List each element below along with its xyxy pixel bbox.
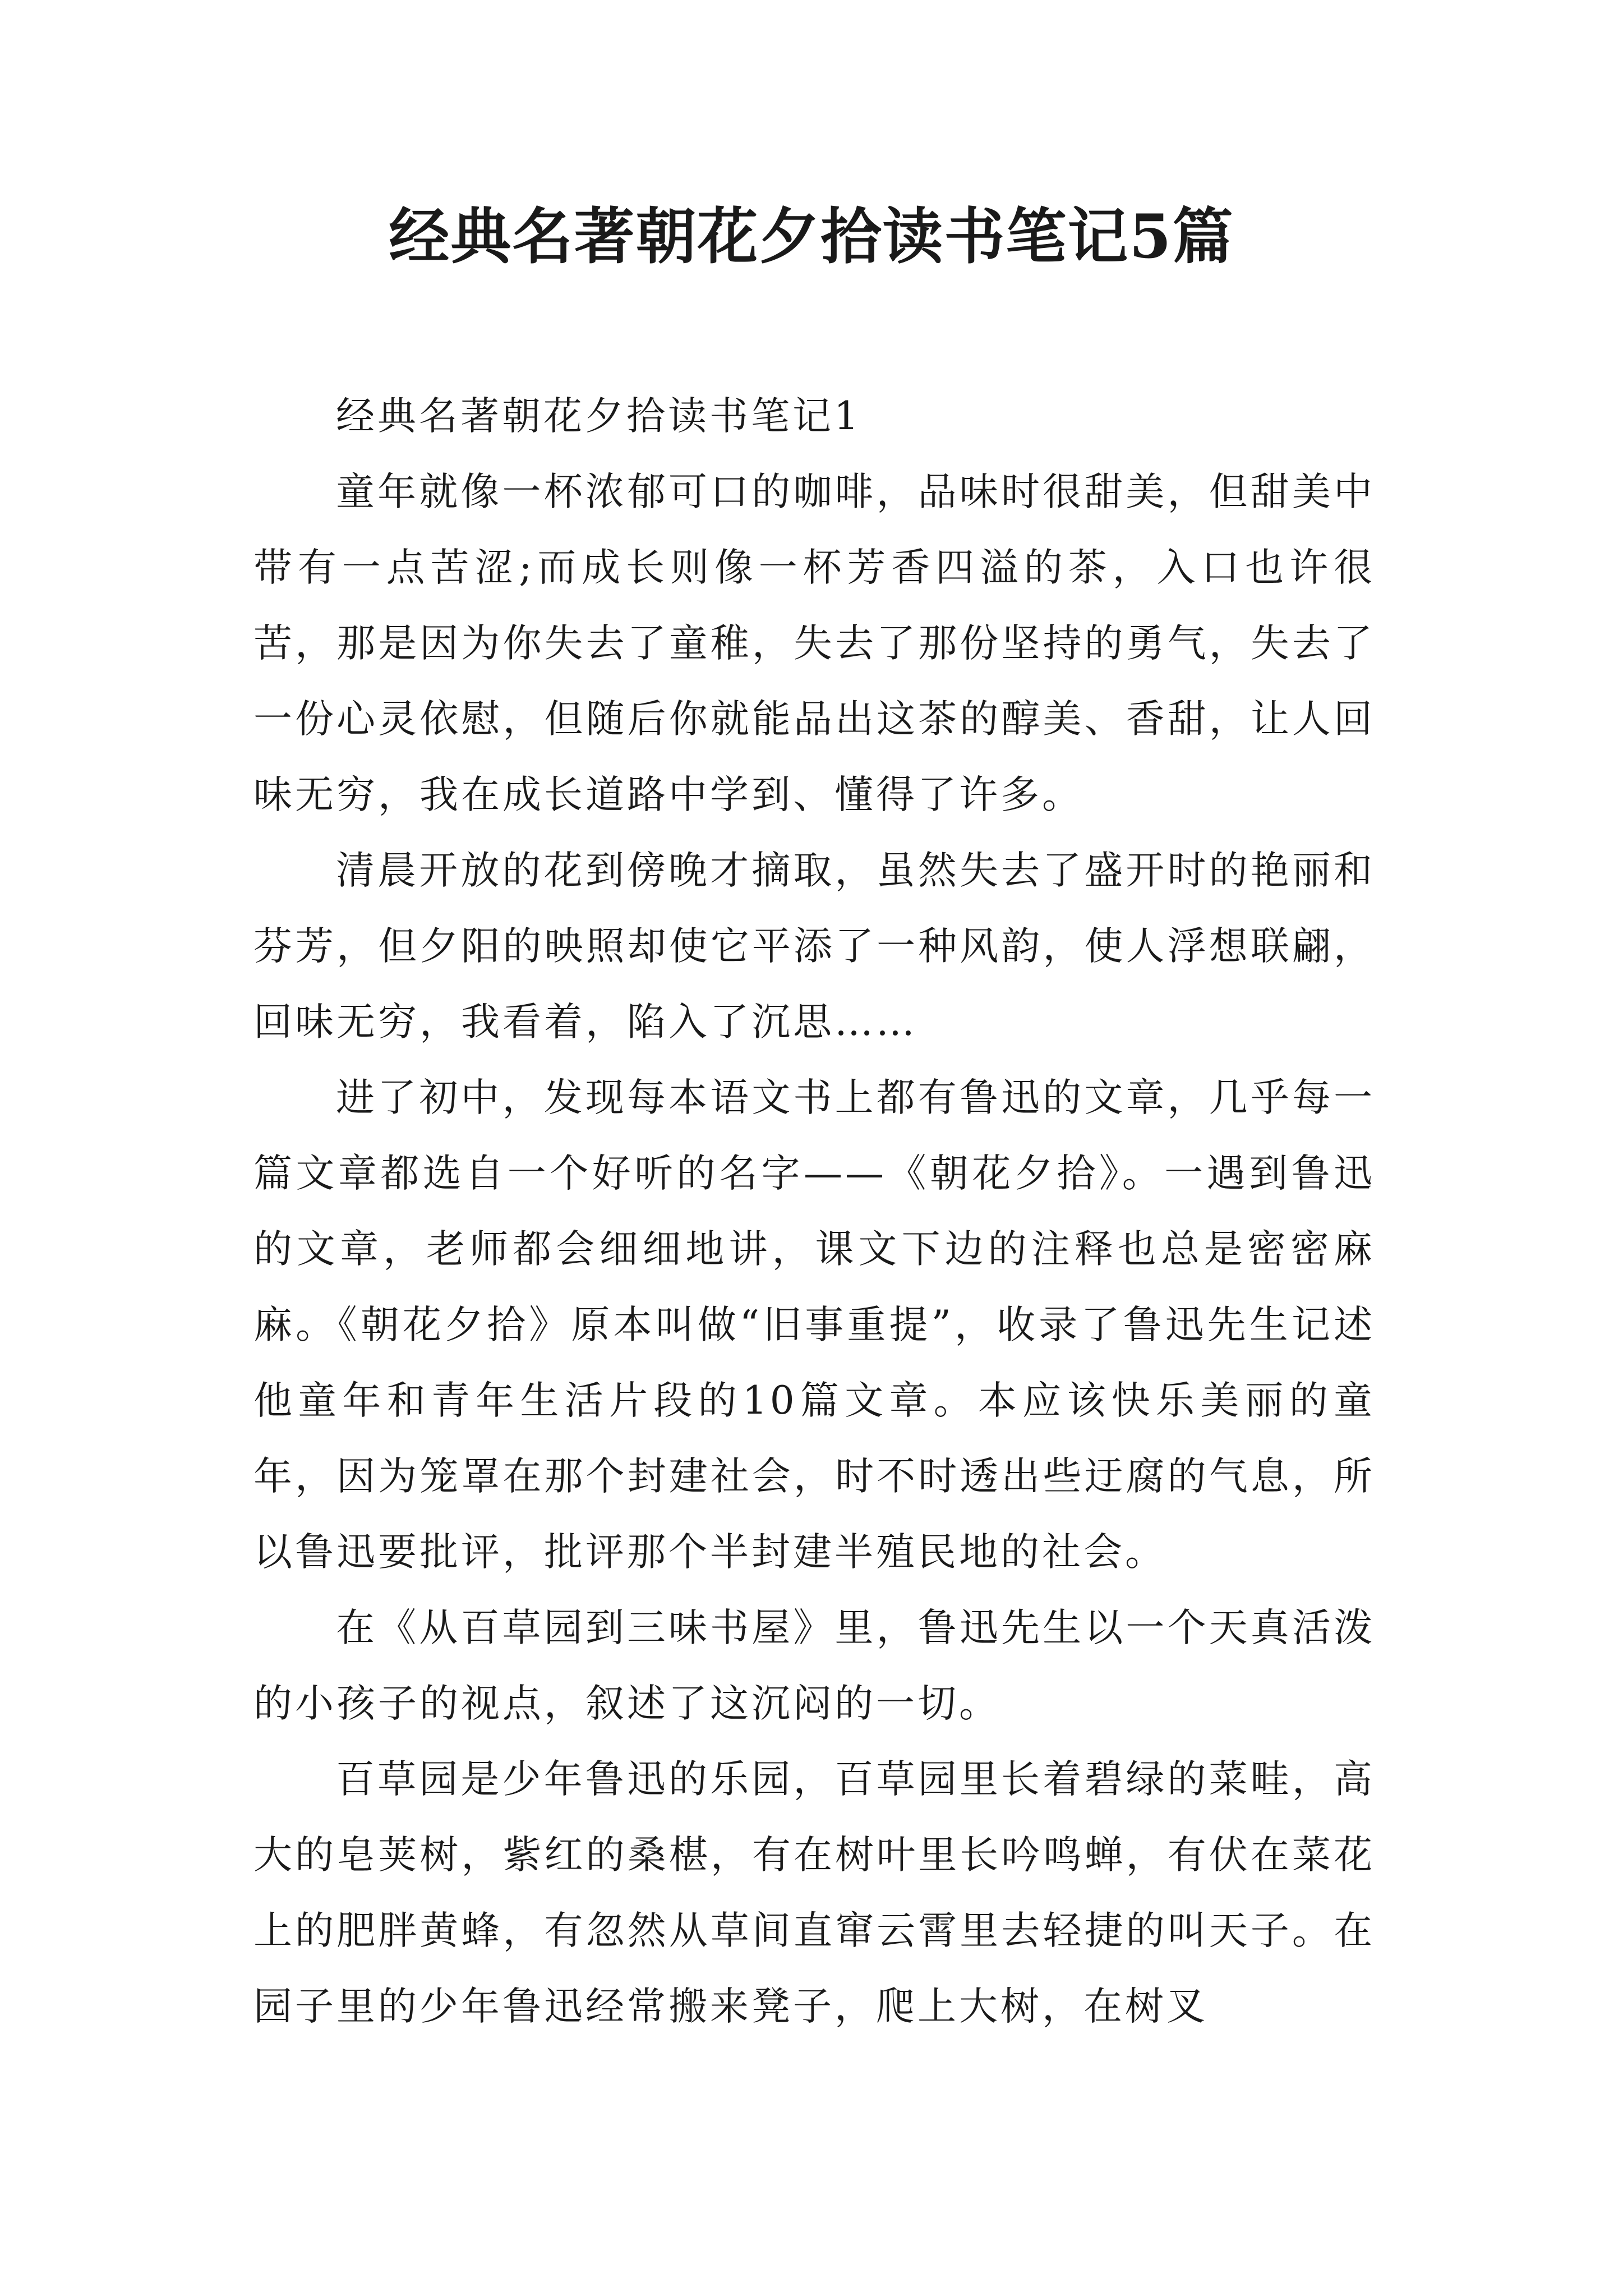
document-body <box>253 379 1375 2045</box>
paragraph: 在《从百草园到三味书屋》里，鲁迅先生以一个天真活泼的小孩子的视点，叙述了这沉闷的一切。 <box>253 1605 1375 1726</box>
paragraph: 百草园是少年鲁迅的乐园，百草园里长着碧绿的菜畦，高大的皂荚树，紫红的桑椹，有在树叶里长吟鸣蝉，有伏在菜花上的肥胖黄蜂，有忽然从草间直窜云霄里去轻捷的叫天子。在园子里的少年鲁迅经常搬来凳子，爬上大树，在树叉 <box>253 1757 1375 2029</box>
paragraph: 进了初中，发现每本语文书上都有鲁迅的文章，几乎每一篇文章都选自一个好听的名字——《朝花夕拾》。一遇到鲁迅的文章，老师都会细细地讲，课文下边的注释也总是密密麻麻。《朝花夕拾》原本叫做“旧事重提”，收录了鲁迅先生记述他童年和青年生活片段的10篇文章。本应该快乐美丽的童年，因为笼罩在那个封建社会，时不时透出些迂腐的气息，所以鲁迅要批评，批评那个半封建半殖民地的社会。 <box>253 1075 1375 1575</box>
document-title: 经典名著朝花夕拾读书笔记5篇 <box>389 201 1234 272</box>
section-heading: 经典名著朝花夕拾读书笔记1 <box>336 394 861 439</box>
paragraph: 童年就像一杯浓郁可口的咖啡，品味时很甜美，但甜美中带有一点苦涩;而成长则像一杯芳香四溢的茶，入口也许很苦，那是因为你失去了童稚，失去了那份坚持的勇气，失去了一份心灵依慰，但随后你就能品出这茶的醇美、香甜，让人回味无穷，我在成长道路中学到、懂得了许多。 <box>253 470 1375 817</box>
paragraph: 清晨开放的花到傍晚才摘取，虽然失去了盛开时的艳丽和芬芳，但夕阳的映照却使它平添了一种风韵，使人浮想联翩，回味无穷，我看着，陷入了沉思…… <box>253 848 1375 1045</box>
